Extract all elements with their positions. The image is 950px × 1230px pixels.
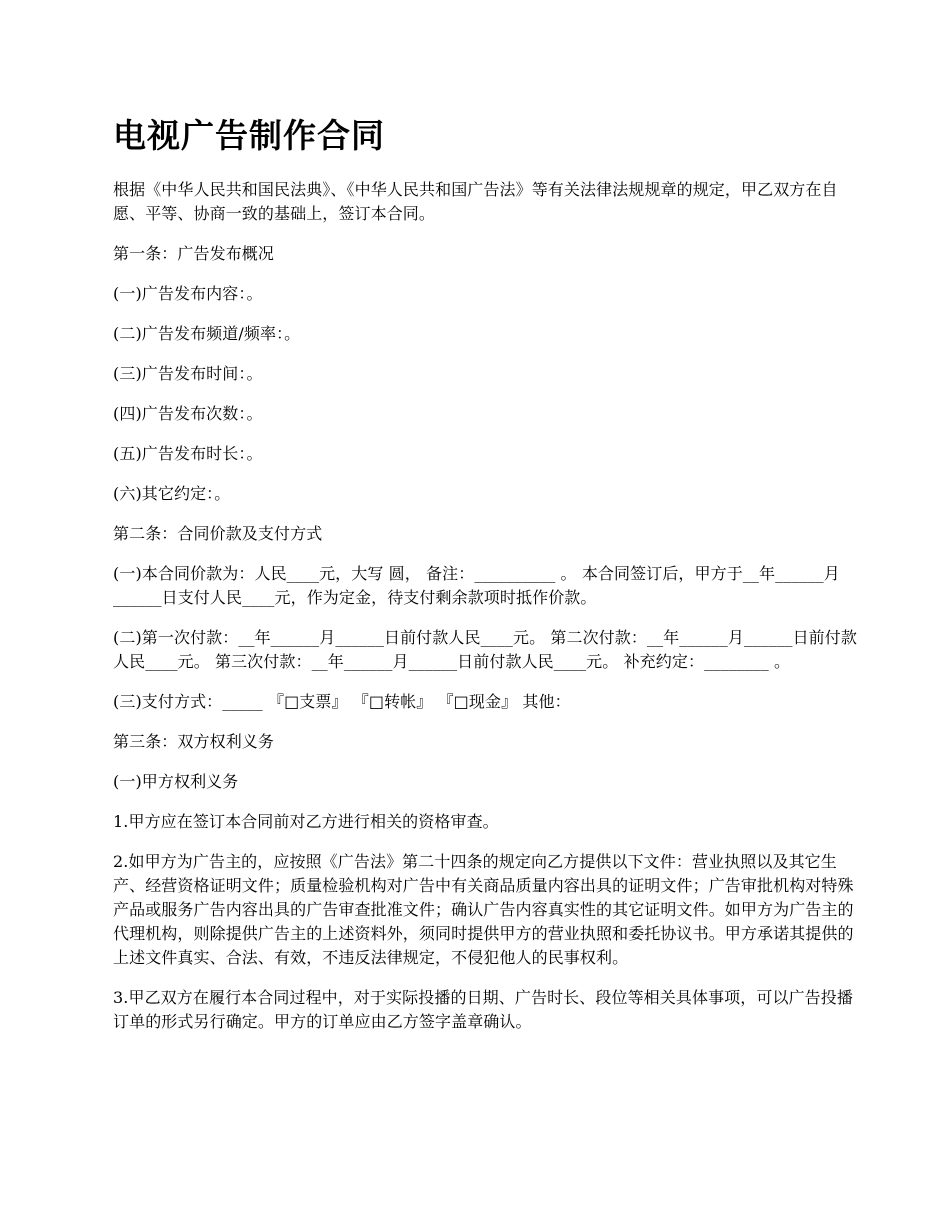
clause-2-2: (二)第一次付款：__年______月______日前付款人民____元。 第二次付款：__年______月______日前付款人民____元。 第三次付款：__年______月______日前付款人民____元。 补充约定：________ 。 [113, 628, 857, 671]
item-3-1-1: 1.甲方应在签订本合同前对乙方进行相关的资格审查。 [113, 812, 499, 831]
clause-2-3: (三)支付方式：_____ 『□支票』 『□转帐』 『□现金』 其他： [113, 692, 571, 711]
item-3-1-3: 3.甲乙双方在履行本合同过程中，对于实际投播的日期、广告时长、段位等相关具体事项，可以广告投播订单的形式另行确定。甲方的订单应由乙方签字盖章确认。 [113, 988, 853, 1031]
clause-1-1: (一)广告发布内容：。 [113, 284, 263, 303]
clause-3-1-heading: (一)甲方权利义务 [113, 772, 239, 791]
document-title: 电视广告制作合同 [113, 116, 385, 155]
preamble-paragraph: 根据《中华人民共和国民法典》、《中华人民共和国广告法》等有关法律法规规章的规定，甲乙双方在自愿、平等、协商一致的基础上，签订本合同。 [113, 180, 838, 223]
item-3-1-2: 2.如甲方为广告主的，应按照《广告法》第二十四条的规定向乙方提供以下文件：营业执照以及其它生产、经营资格证明文件；质量检验机构对广告中有关商品质量内容出具的证明文件；广告审批机构对特殊产品或服务广告内容出具的广告审查批准文件；确认广告内容真实性的其它证明文件。如甲方为广告主的代理机构，则除提供广告主的上述资料外，须同时提供甲方的营业执照和委托协议书。甲方承诺其提供的上述文件真实、合法、有效，不违反法律规定，不侵犯他人的民事权利。 [113, 852, 854, 967]
clause-1-5: (五)广告发布时长：。 [113, 444, 263, 463]
clause-2-1: (一)本合同价款为：人民____元，大写 圆， 备注：__________ 。 本合同签订后，甲方于__年______月______日支付人民____元，作为定金，待支付剩余款项时抵作价款。 [113, 564, 840, 607]
article-2-heading: 第二条：合同价款及支付方式 [113, 524, 323, 543]
article-3-heading: 第三条：双方权利义务 [113, 732, 275, 751]
article-1-heading: 第一条：广告发布概况 [113, 244, 275, 263]
clause-1-6: (六)其它约定：。 [113, 484, 231, 503]
clause-1-3: (三)广告发布时间：。 [113, 364, 263, 383]
document-body [113, 178, 858, 1050]
clause-1-4: (四)广告发布次数：。 [113, 404, 263, 423]
clause-1-2: (二)广告发布频道/频率：。 [113, 324, 301, 343]
